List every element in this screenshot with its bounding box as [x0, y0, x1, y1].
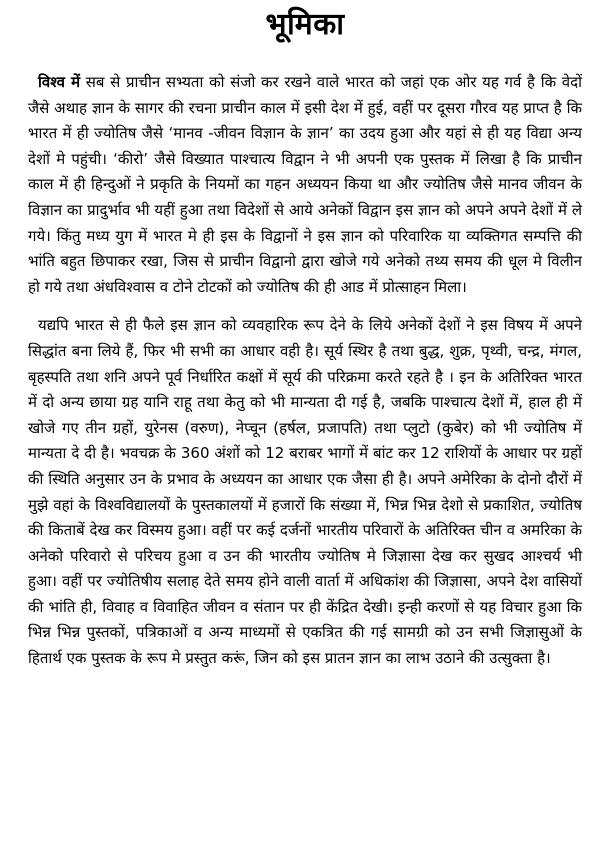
document-page — [28, 0, 582, 844]
paragraph-body — [28, 313, 582, 671]
paragraph-body-text: यद्यपि भारत से ही फैले इस ज्ञान को व्यवहारिक रूप देने के लिये अनेकों देशों ने इस विषय में अपने सिद्धांत बना लिये हैं, फिर भी सभी का आधार वही है। सूर्य स्थिर है तथा बुद्ध, शुक्र, पृथ्वी, चन्द्र, मंगल, बृहस्पति तथा शनि अपने पूर्व निर्धारित कक्षों में सूर्य की परिक्रमा करते रहते है । इन के अतिरिक्त भारत में दो अन्य छाया ग्रह यानि राहू तथा केतु को भी मान्यता दी गई है, जबकि पाश्चात्य देशों में, हाल ही में खोजे गए तीन ग्रहों, युरेनस (वरुण), नेप्चून (हर्षल, प्रजापति) तथा प्लुटो (कुबेर) को भी ज्योतिष में मान्यता दे दी है। भवचक्र के 360 अंशों को 12 बराबर भागों में बांट कर 12 राशियों के आधार पर ग्रहों की स्थिति अनुसार उन के प्रभाव के अध्ययन का आधार एक जैसा ही है। अपने अमेरिका के दोनो दौरों में मुझे वहां के विश्वविद्यालयों के पुस्तकालयों में हजारों कि संख्या में, भिन्न भिन्न देशो से प्रकाशित, ज्योतिष की किताबें देख कर विस्मय हुआ। वहीं पर कई दर्जनों भारतीय परिवारों के अतिरिक्त चीन व अमरिका के अनेको परिवारो से परिचय हुआ व उन की भारतीय ज्योतिष मे जिज्ञासा देख कर सुखद आश्चर्य भी हुआ। वहीं पर ज्योतिषीय सलाह देते समय होने वाली वार्ता में अधिकांश की जिज्ञासा, अपने देश वासियों की भांति ही, विवाह व विवाहित जीवन व संतान पर ही केंद्रित देखी। इन्ही करणों से यह विचार हुआ कि भिन्न भिन्न पुस्तकों, पत्रिकाओं व अन्य माध्यमों से एकत्रित की गई सामग्री को उन सभी जिज्ञासुओं के हितार्थ एक पुस्तक के रूप मे प्रस्तुत करूं, जिन को इस प्रातन ज्ञान का लाभ उठाने की उत्सुक्ता है। — [28, 316, 582, 668]
paragraph-lead-text: विश्व में — [38, 73, 81, 91]
paragraph-body-text: सब से प्राचीन सभ्यता को संजो कर रखने वाले भारत को जहां एक ओर यह गर्व है कि वेदों जैसे अथाह ज्ञान के सागर की रचना प्राचीन काल में इसी देश में हुई, वहीं पर दूसरा गौरव यह प्राप्त है कि भारत में ही ज्योतिष जैसे ‘मानव -जीवन विज्ञान के ज्ञान’ का उदय हुआ और यहां से ही यह विद्या अन्य देशों मे पहुंची। ‘कीरो’ जैसे विख्यात पाश्चात्य विद्वान ने भी अपनी एक पुस्तक में लिखा है कि प्राचीन काल में ही हिन्दुओं ने प्रकृति के नियमों का गहन अध्ययन किया था और ज्योतिष जैसे मानव जीवन के विज्ञान का प्रादुर्भाव भी यहीं हुआ तथा विदेशों से आये अनेकों विद्वान इस ज्ञान को अपने अपने देशों में ले गये। किंतु मध्य युग में भारत मे ही इस के विद्वानों ने इस ज्ञान को परिवारिक या व्यक्तिगत सम्पत्ति की भांति बहुत छिपाकर रखा, जिस से प्राचीन विद्वानो द्वारा खोजे गये अनेको तथ्य समय की धूल मे विलीन हो गये तथा अंधविश्वास व टोने टोटकों को ज्योतिष की ही आड में प्रोत्साहन मिला। — [28, 73, 582, 296]
page-title: भूमिका — [265, 7, 345, 42]
paragraph-intro — [28, 70, 582, 300]
